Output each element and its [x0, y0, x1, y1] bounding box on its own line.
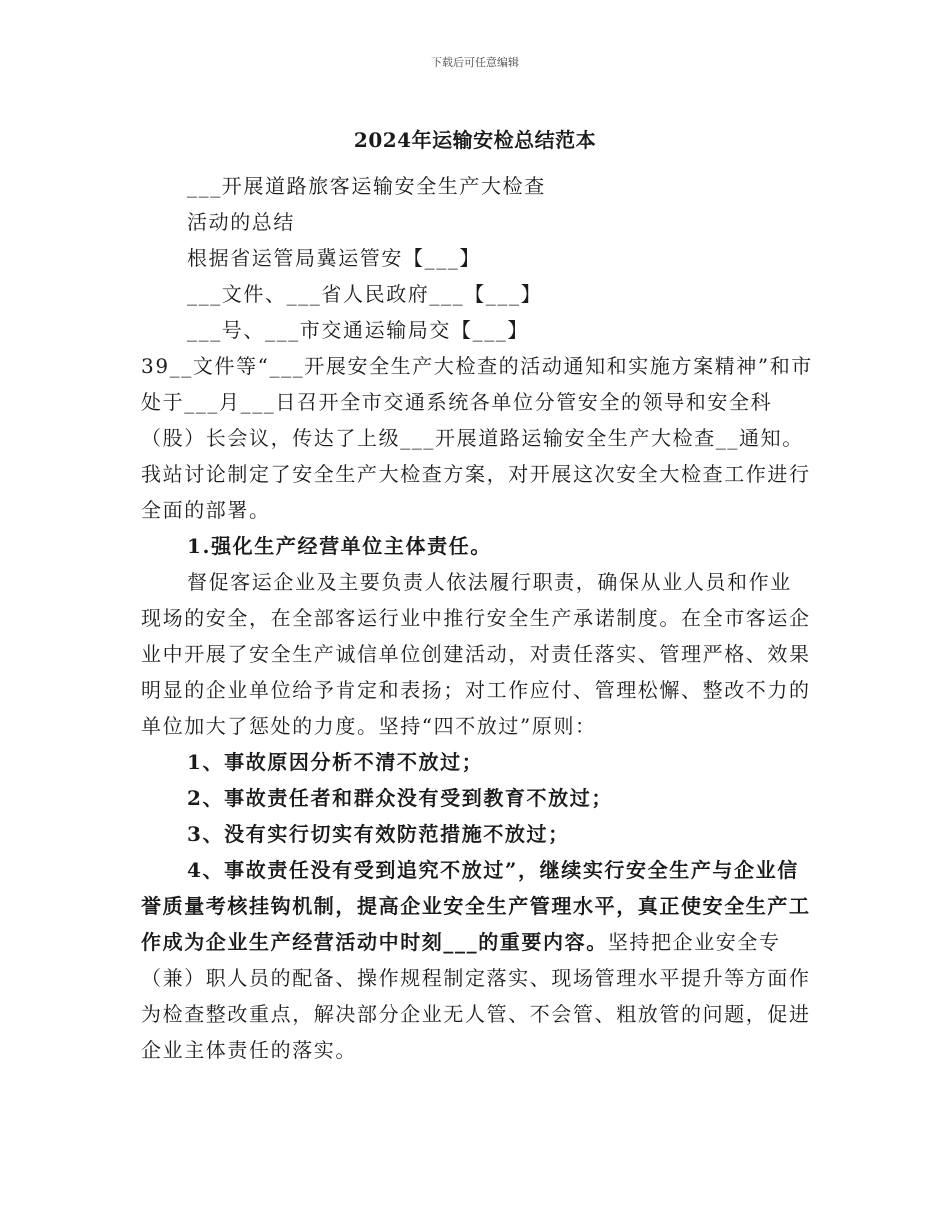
list-item-1: 1、事故原因分析不清不放过； — [187, 750, 484, 774]
paragraph-2: 督促客运企业及主要负责人依法履行职责，确保从业人员和作业现场的安全，在全部客运行业中推行安全生产承诺制度。在全市客运企业中开展了安全生产诚信单位创建活动，对责任落实、管理严格、效果明显的企业单位给予肯定和表扬；对工作应付、管理松懈、整改不力的单位加大了惩处的力度。坚持“四不放过”原则： — [141, 570, 811, 738]
document-title: 2024年运输安检总结范本 — [353, 128, 597, 152]
list-item-3: 3、没有实行切实有效防范措施不放过； — [187, 822, 570, 846]
intro-line-4: ___文件、___省人民政府___【___】 — [187, 282, 543, 306]
intro-line-3: 根据省运管局冀运管安【___】 — [187, 246, 481, 270]
list-item-2: 2、事故责任者和群众没有受到教育不放过； — [187, 786, 613, 810]
intro-line-5: ___号、___市交通运输局交【___】 — [187, 318, 529, 342]
intro-line-2: 活动的总结 — [187, 210, 295, 234]
intro-line-1: ___开展道路旅客运输安全生产大检查 — [187, 174, 546, 198]
paragraph-3-bold-text: 4、事故责任没有受到追究不放过”，继续实行安全生产与企业信誉质量考核挂钩机制，提高企业安全生产管理水平，真正使安全生产工作成为企业生产经营活动中时刻___的重要内容。 — [141, 858, 811, 954]
paragraph-3 — [141, 852, 813, 1068]
paragraph-1: 39__文件等“___开展安全生产大检查的活动通知和实施方案精神”和市处于___月___日召开全市交通系统各单位分管安全的领导和安全科（股）长会议，传达了上级___开展道路运输安全生产大检查__通知。我站讨论制定了安全生产大检查方案，对开展这次安全大检查工作进行全面的部署。 — [141, 354, 813, 522]
paragraph-3-text: 坚持把企业安全专（兼）职人员的配备、操作规程制定落实、现场管理水平提升等方面作为检查整改重点，解决部分企业无人管、不会管、粗放管的问题，促进企业主体责任的落实。 — [141, 930, 811, 1062]
page-header-note: 下载后可任意编辑 — [431, 56, 519, 69]
document-body — [141, 168, 813, 1068]
section-heading-1: 1.强化生产经营单位主体责任。 — [187, 534, 492, 558]
